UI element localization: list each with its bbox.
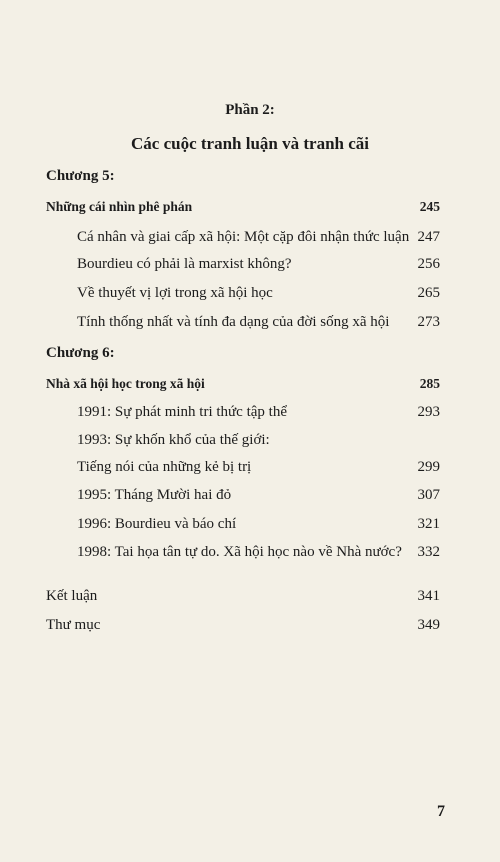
entry-title: Cá nhân và giai cấp xã hội: Một cặp đôi nhận thức luận (77, 229, 410, 245)
chapter-6-heading: Chương 6: (46, 345, 115, 361)
toc-entry (77, 516, 440, 533)
chapter-5-section (46, 199, 440, 215)
entry-title: Bourdieu có phải là marxist không? (77, 256, 292, 272)
entry-page: 299 (417, 459, 440, 475)
entry-page: 256 (417, 256, 440, 272)
entry-title: 1998: Tai họa tân tự do. Xã hội học nào về Nhà nước? (77, 544, 402, 560)
entry-title: Tiếng nói của những kẻ bị trị (77, 459, 252, 475)
toc-entry (77, 229, 440, 246)
entry-page: 341 (417, 588, 440, 604)
entry-title: Về thuyết vị lợi trong xã hội học (77, 285, 273, 301)
entry-page: 273 (417, 314, 440, 330)
entry-title: 1996: Bourdieu và báo chí (77, 516, 237, 532)
entry-page: 307 (417, 487, 440, 503)
section-page: 245 (419, 199, 440, 214)
toc-entry (77, 404, 440, 421)
toc-entry (77, 432, 440, 449)
toc-entry (77, 544, 440, 561)
toc-entry (77, 285, 440, 302)
part-title: Các cuộc tranh luận và tranh cãi (131, 134, 369, 153)
toc-entry-conclusion (46, 588, 440, 605)
toc-entry (77, 256, 440, 273)
section-page: 285 (419, 376, 440, 391)
entry-page: 293 (417, 404, 440, 420)
section-title: Nhà xã hội học trong xã hội (46, 376, 205, 391)
entry-title: Thư mục (46, 617, 101, 633)
toc-entry (77, 459, 440, 476)
toc-entry (77, 314, 440, 331)
page-number: 7 (437, 803, 445, 820)
chapter-5-heading: Chương 5: (46, 168, 115, 184)
entry-page: 321 (417, 516, 440, 532)
entry-title: 1995: Tháng Mười hai đỏ (77, 487, 232, 503)
entry-page: 349 (417, 617, 440, 633)
entry-title: 1991: Sự phát minh tri thức tập thể (77, 404, 287, 420)
entry-page: 332 (417, 544, 440, 560)
entry-title: Kết luận (46, 588, 98, 604)
entry-title: 1993: Sự khốn khổ của thế giới: (77, 432, 270, 448)
entry-page: 247 (417, 229, 440, 245)
chapter-6-section (46, 376, 440, 392)
entry-page: 265 (417, 285, 440, 301)
part-label: Phần 2: (225, 102, 275, 118)
section-title: Những cái nhìn phê phán (46, 199, 193, 214)
toc-entry (77, 487, 440, 504)
entry-title: Tính thống nhất và tính đa dạng của đời sống xã hội (77, 314, 390, 330)
toc-entry-bibliography (46, 617, 440, 634)
